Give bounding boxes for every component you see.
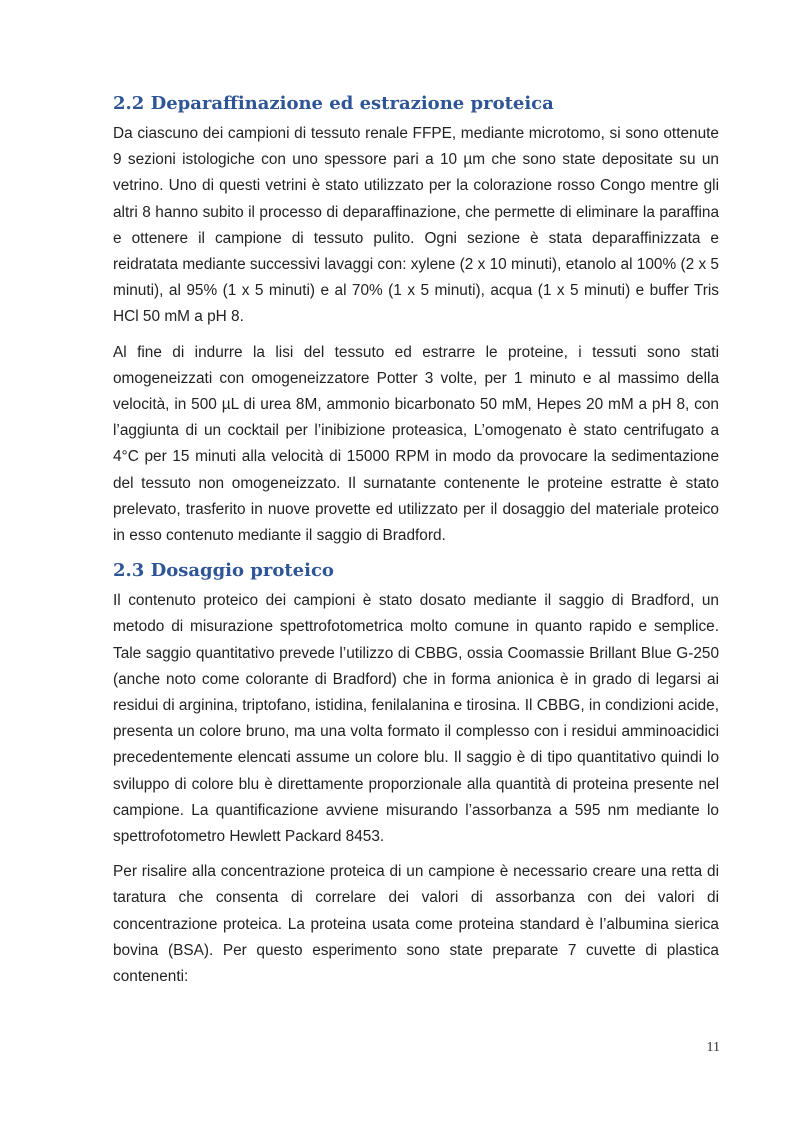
section-heading-2-2: 2.2 Deparaffinazione ed estrazione proteica: [113, 93, 554, 114]
paragraph-retta-taratura: Per risalire alla concentrazione proteica di un campione è necessario creare una retta di taratura che consenta di correlare dei valori di assorbanza con dei valori di concentrazione proteica. La proteina usata come proteina standard è l’albumina sierica bovina (BSA). Per questo esperimento sono state preparate 7 cuvette di plastica contenenti:: [113, 863, 719, 986]
document-page: [113, 92, 719, 990]
paragraph-deparaffinazione: Da ciascuno dei campioni di tessuto renale FFPE, mediante microtomo, si sono ottenute 9 sezioni istologiche con uno spessore pari a 10 µm che sono state depositate su un vetrino. Uno di questi vetrini è stato utilizzato per la colorazione rosso Congo mentre gli altri 8 hanno subito il processo di deparaffinazione, che permette di eliminare la paraffina e ottenere il campione di tessuto pulito. Ogni sezione è stata deparaffinizzata e reidratata mediante successivi lavaggi con: xylene (2 x 10 minuti), etanolo al 100% (2 x 5 minuti), al 95% (1 x 5 minuti) e al 70% (1 x 5 minuti), acqua (1 x 5 minuti) e buffer Tris HCl 50 mM a pH 8.: [113, 125, 719, 326]
section-heading-2-3: 2.3 Dosaggio proteico: [113, 560, 334, 582]
paragraph-bradford: Il contenuto proteico dei campioni è stato dosato mediante il saggio di Bradford, un metodo di misurazione spettrofotometrica molto comune in quanto rapido e semplice. Tale saggio quantitativo prevede l’utilizzo di CBBG, ossia Coomassie Brillant Blue G-250 (anche noto come colorante di Bradford) che in forma anionica è in grado di legarsi ai residui di arginina, triptofano, istidina, fenilalanina e tirosina. Il CBBG, in condizioni acide, presenta un colore bruno, ma una volta formato il complesso con i residui amminoacidici precedentemente elencati assume un colore blu. Il saggio è di tipo quantitativo quindi lo sviluppo di colore blu è direttamente proporzionale alla quantità di proteina presente nel campione. La quantificazione avviene misurando l’assorbanza a 595 nm mediante lo spettrofotometro Hewlett Packard 8453.: [113, 592, 719, 846]
page-number: 11: [706, 1040, 720, 1055]
paragraph-estrazione: Al fine di indurre la lisi del tessuto ed estrarre le proteine, i tessuti sono stati omogeneizzati con omogeneizzatore Potter 3 volte, per 1 minuto e al massimo della velocità, in 500 µL di urea 8M, ammonio bicarbonato 50 mM, Hepes 20 mM a pH 8, con l’aggiunta di un cocktail per l’inibizione proteasica, L’omogenato è stato centrifugato a 4°C per 15 minuti alla velocità di 15000 RPM in modo da provocare la sedimentazione del tessuto non omogeneizzato. Il surnatante contenente le proteine estratte è stato prelevato, trasferito in nuove provette ed utilizzato per il dosaggio del materiale proteico in esso contenuto mediante il saggio di Bradford.: [113, 343, 719, 545]
